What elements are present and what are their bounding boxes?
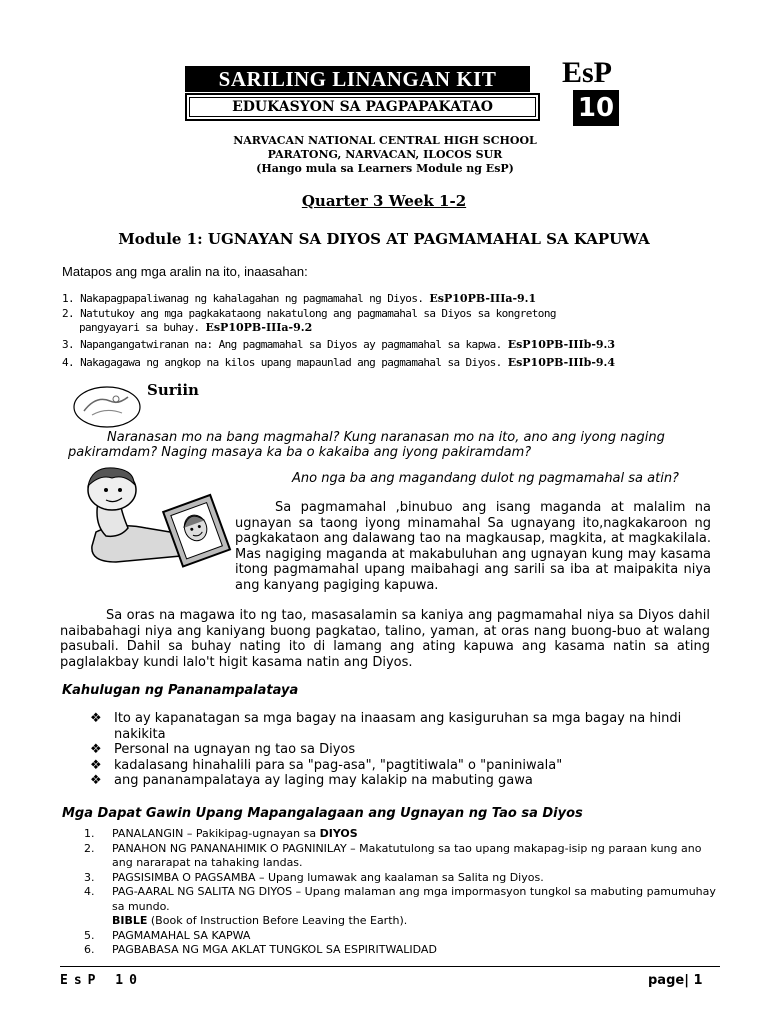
- objective-number: 1.: [62, 292, 75, 305]
- list-item: [84, 827, 724, 842]
- grade-badge: 10: [573, 90, 619, 126]
- suriin-question-2: Ano nga ba ang magandang dulot ng pagmamahal sa atin?: [292, 471, 679, 486]
- objective-item: [62, 292, 722, 305]
- subject-box: [185, 93, 540, 121]
- suriin-globe-icon: [72, 385, 142, 429]
- list-item: [84, 929, 724, 944]
- objective-text: pangyayari sa buhay.: [79, 321, 200, 334]
- suriin-question-line2: pakiramdam? Naging masaya ka ba o kakaiba ang iyong pakiramdam?: [68, 445, 532, 460]
- list-item: [84, 943, 724, 958]
- list-item-text: PAGBABASA NG MGA AKLAT TUNGKOL SA ESPIRITWALIDAD: [112, 943, 437, 956]
- objective-text: Nakapagpapaliwanag ng kahalagahan ng pagmamahal ng Diyos.: [80, 292, 424, 305]
- list-item-text: PANAHON NG PANANAHIMIK O PAGNINILAY – Makatutulong sa tao upang makapag-isip ng paraan kung ano ang nararapat na tahaking landas.: [112, 841, 702, 869]
- list-item: [84, 842, 724, 871]
- list-number: 5.: [84, 928, 95, 942]
- list-item-text: Ito ay kapanatagan sa mga bagay na inaasam ang kasiguruhan sa mga bagay na hindi nakikita: [114, 711, 682, 742]
- objective-code: EsP10PB-IIIb-9.3: [507, 338, 616, 351]
- suriin-heading: Suriin: [147, 381, 199, 399]
- diamond-bullet-icon: ❖: [90, 742, 102, 757]
- objective-text: Nakagagawa ng angkop na kilos upang mapaunlad ang pagmamahal sa Diyos.: [80, 356, 502, 369]
- bible-expansion: (Book of Instruction Before Leaving the Earth).: [150, 914, 408, 927]
- list-number: 3.: [84, 870, 95, 884]
- list-item-text: kadalasang hinahalili para sa "pag-asa", "pagtitiwala" o "paniniwala": [114, 757, 563, 773]
- objective-item: [62, 338, 722, 351]
- kahulugan-list: [90, 711, 715, 789]
- kit-title-bar: SARILING LINANGAN KIT: [185, 66, 530, 92]
- list-item-text: PAG-AARAL NG SALITA NG DIYOS – Upang malaman ang mga impormasyon tungkol sa mabuting pamumuhay sa mundo.: [112, 885, 716, 913]
- list-item: [90, 758, 715, 774]
- list-item: [90, 773, 715, 789]
- objective-number: 4.: [62, 356, 75, 369]
- objective-text: Natutukoy ang mga pagkakataong nakatulong ang pagmamahal sa Diyos sa kongretong: [80, 307, 556, 320]
- footer-page-number: page| 1: [648, 973, 703, 988]
- objective-number: 3.: [62, 338, 75, 351]
- diamond-bullet-icon: ❖: [90, 773, 102, 788]
- footer-subject: EsP 10: [60, 973, 143, 988]
- dapat-gawin-heading: Mga Dapat Gawin Upang Mapangalagaan ang Ugnayan ng Tao sa Diyos: [62, 806, 583, 821]
- suriin-paragraph-1: Sa pagmamahal ,binubuo ang isang maganda at malalim na ugnayan sa taong iyong minamahal Sa ugnayang ito,nagkakaroon ng pagkakataon ang dalawang tao na magkausap, magkita, at magkakilala. Mas nagiging maganda at makabuluhan ang ugnayan kung may kasama itong pagmamahal upang maibahagi ang sarili sa iba at maipakita niya ang kanyang pagiging kapuwa.: [235, 500, 711, 593]
- objectives-intro: Matapos ang mga aralin na ito, inaasahan:: [62, 264, 308, 279]
- list-number: 4.: [84, 885, 95, 898]
- list-number: 6.: [84, 943, 95, 956]
- school-address: PARATONG, NARVACAN, ILOCOS SUR: [267, 148, 503, 161]
- list-item-text: PAGSISIMBA O PAGSAMBA – Upang lumawak ang kaalaman sa Salita ng Diyos.: [112, 870, 544, 884]
- list-item: [84, 885, 724, 929]
- suriin-question-line1: Naranasan mo na bang magmahal? Kung naranasan mo na ito, ano ang iyong naging: [107, 430, 665, 445]
- diamond-bullet-icon: ❖: [90, 711, 102, 726]
- school-name: NARVACAN NATIONAL CENTRAL HIGH SCHOOL: [233, 134, 537, 147]
- bible-acronym: BIBLE: [112, 914, 148, 927]
- list-item: [90, 711, 715, 742]
- list-number: 1.: [84, 827, 95, 840]
- objective-continuation: [79, 321, 739, 334]
- list-item: [90, 742, 715, 758]
- objective-text: Napangangatwiranan na: Ang pagmamahal sa Diyos ay pagmamahal sa kapwa.: [80, 338, 502, 351]
- list-item-text: PANALANGIN – Pakikipag-ugnayan sa: [112, 827, 320, 840]
- objective-item: [62, 356, 722, 369]
- objective-item: [62, 307, 722, 320]
- objective-code: EsP10PB-IIIa-9.2: [205, 321, 313, 334]
- list-item-text: Personal na ugnayan ng tao sa Diyos: [114, 742, 356, 757]
- objective-number: 2.: [62, 307, 75, 320]
- list-item-bold-text: DIYOS: [319, 827, 358, 840]
- diamond-bullet-icon: ❖: [90, 757, 102, 773]
- list-number: 2.: [84, 841, 95, 855]
- list-item-text: ang pananampalataya ay laging may kalakip na mabuting gawa: [114, 773, 533, 788]
- source-note: (Hango mula sa Learners Module ng EsP): [256, 162, 514, 175]
- footer-divider: [60, 966, 720, 967]
- objective-code: EsP10PB-IIIb-9.4: [507, 356, 616, 369]
- suriin-paragraph-2: Sa oras na magawa ito ng tao, masasalamin sa kaniya ang pagmamahal niya sa Diyos dahil naibabahagi niya ang kaniyang buong pagkatao, talino, yaman, at oras nang buong-buo at walang pasubali. Dahil sa buhay nating ito di lamang ang ating kapuwa ang kasama natin sa ating paglalakbay kundi lalo't higit kasama natin ang Diyos.: [60, 608, 710, 670]
- dapat-gawin-list: [84, 827, 724, 958]
- list-item-text: PAGMAMAHAL SA KAPWA: [112, 928, 251, 942]
- esp-label: EsP: [562, 56, 613, 89]
- subject-box-inner-border: [189, 97, 536, 117]
- person-holding-photo-illustration: [76, 462, 232, 580]
- list-item: [84, 871, 724, 886]
- subject-title: EDUKASYON SA PAGPAPAKATAO: [232, 99, 493, 115]
- quarter-title: Quarter 3 Week 1-2: [301, 192, 467, 210]
- module-title: Module 1: UGNAYAN SA DIYOS AT PAGMAMAHAL SA KAPUWA: [118, 230, 650, 248]
- objective-code: EsP10PB-IIIa-9.1: [429, 292, 537, 305]
- kahulugan-heading: Kahulugan ng Pananampalataya: [62, 683, 299, 698]
